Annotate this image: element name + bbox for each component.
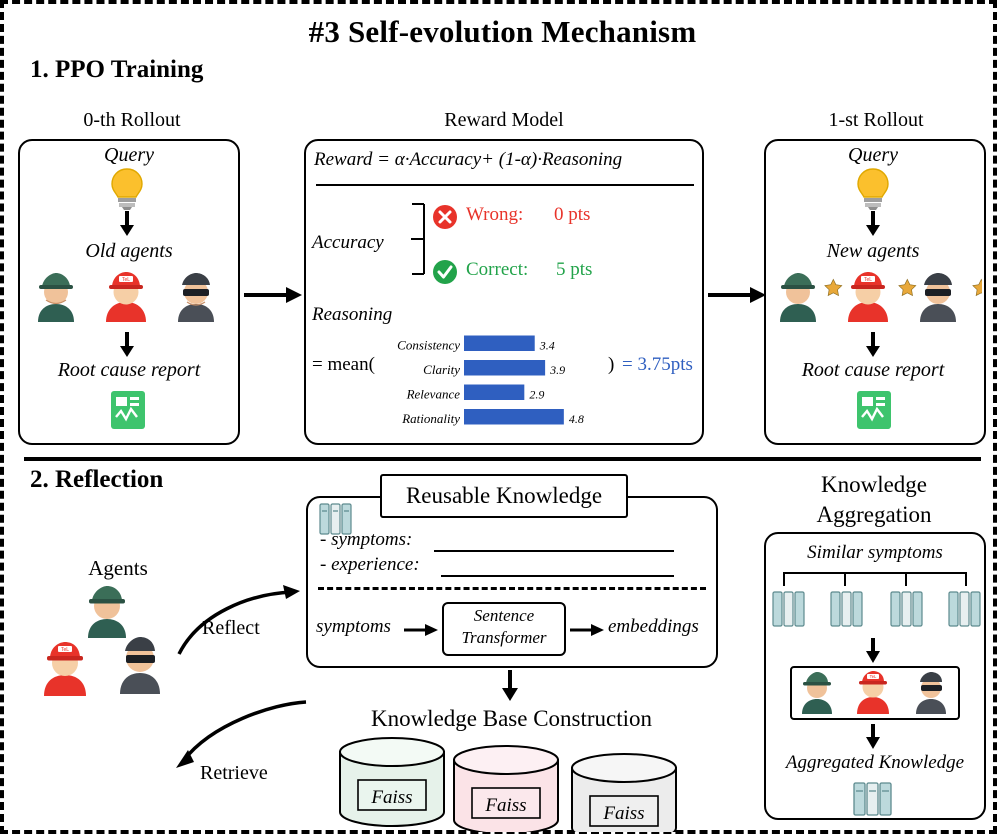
rollout0-caption: 0-th Rollout	[83, 109, 181, 131]
aggregation-title-line2: Aggregation	[816, 502, 932, 527]
accuracy-label: Accuracy	[312, 232, 384, 253]
aggregated-knowledge-label: Aggregated Knowledge	[785, 752, 965, 773]
agent-avatar-group	[26, 268, 232, 330]
arrow-down-icon-7	[863, 724, 883, 750]
lightbulb-icon-2	[855, 167, 891, 211]
rollout1-agents-label: New agents	[826, 240, 920, 262]
reflection-agents-label: Agents	[88, 556, 148, 580]
correct-icon	[432, 259, 458, 285]
wrong-label: Wrong:	[466, 204, 524, 225]
svg-text:Consistency: Consistency	[397, 337, 460, 353]
faiss-label-1: Faiss	[371, 787, 413, 808]
similar-symptoms-label: Similar symptoms	[807, 542, 943, 563]
reusable-item-symptoms: - symptoms:	[320, 529, 413, 550]
arrow-right-icon-1	[244, 284, 304, 306]
report-document-icon	[109, 389, 147, 431]
faiss-label-2: Faiss	[485, 795, 527, 816]
wrong-icon	[432, 204, 458, 230]
lightbulb-icon	[109, 167, 145, 211]
aggregation-agent-avatars	[794, 666, 956, 718]
reward-model-caption: Reward Model	[444, 109, 564, 131]
svg-text:TeL: TeL	[863, 277, 873, 283]
panel-dashed-separator	[318, 587, 706, 590]
svg-text:3.9: 3.9	[550, 362, 566, 377]
arrow-right-icon-3	[404, 622, 440, 638]
rollout1-report-label: Root cause report	[801, 359, 945, 381]
page-title: #3 Self-evolution Mechanism	[308, 14, 697, 49]
svg-text:3.4: 3.4	[539, 338, 555, 353]
symptoms-label: symptoms	[316, 616, 391, 637]
faiss-label-3: Faiss	[603, 803, 645, 824]
correct-points: 5 pts	[556, 259, 593, 280]
agent-avatar-group-2	[770, 266, 982, 332]
sentence-transformer-line2: Transformer	[461, 628, 547, 647]
svg-text:Rationality: Rationality	[402, 410, 460, 426]
rollout1-query-label: Query	[848, 144, 898, 166]
svg-text:4.8: 4.8	[568, 411, 584, 426]
books-icon-2	[851, 780, 897, 818]
arrow-right-icon-4	[570, 622, 606, 638]
svg-text:Relevance: Relevance	[406, 386, 460, 402]
kb-construction-title: Knowledge Base Construction	[370, 706, 653, 731]
svg-text:TeL: TeL	[869, 674, 877, 680]
arrow-down-icon-5	[499, 670, 521, 702]
mean-result: = 3.75pts	[622, 354, 693, 375]
reflect-label: Reflect	[202, 617, 260, 639]
arrow-down-icon-3	[863, 211, 883, 237]
reasoning-label: Reasoning	[312, 304, 393, 325]
arrow-right-icon-2	[708, 284, 768, 306]
rollout1-caption: 1-st Rollout	[828, 109, 924, 131]
reasoning-bar-chart	[376, 332, 606, 430]
wrong-points: 0 pts	[554, 204, 591, 225]
reusable-item-experience: - experience:	[320, 554, 420, 575]
rollout0-query-label: Query	[104, 144, 154, 166]
section-divider	[24, 457, 981, 461]
arrow-down-icon-2	[117, 332, 137, 358]
embeddings-label: embeddings	[608, 616, 699, 637]
accuracy-brace	[410, 200, 432, 278]
mean-prefix: = mean(	[312, 354, 375, 375]
reusable-knowledge-title: Reusable Knowledge	[405, 483, 603, 508]
aggregation-books-row	[770, 586, 982, 632]
report-document-icon-2	[855, 389, 893, 431]
svg-text:TeL: TeL	[60, 647, 70, 653]
correct-label: Correct:	[466, 259, 529, 280]
svg-text:2.9: 2.9	[529, 387, 545, 402]
arrow-down-icon	[117, 211, 137, 237]
svg-text:TeL: TeL	[121, 277, 131, 283]
rollout0-report-label: Root cause report	[57, 359, 201, 381]
rollout0-agents-label: Old agents	[85, 240, 173, 262]
arrow-down-icon-4	[863, 332, 883, 358]
section-label-ppo: 1. PPO Training	[30, 56, 204, 83]
aggregation-title-line1: Knowledge	[820, 472, 928, 497]
reward-formula: Reward = α·Accuracy+ (1-α)·Reasoning	[314, 149, 623, 170]
svg-text:Clarity: Clarity	[423, 361, 460, 377]
arrow-down-icon-6	[863, 638, 883, 664]
section-label-reflection: 2. Reflection	[30, 466, 164, 493]
mean-suffix: )	[608, 354, 615, 375]
retrieve-label: Retrieve	[200, 762, 268, 784]
sentence-transformer-line1: Sentence	[473, 606, 535, 625]
